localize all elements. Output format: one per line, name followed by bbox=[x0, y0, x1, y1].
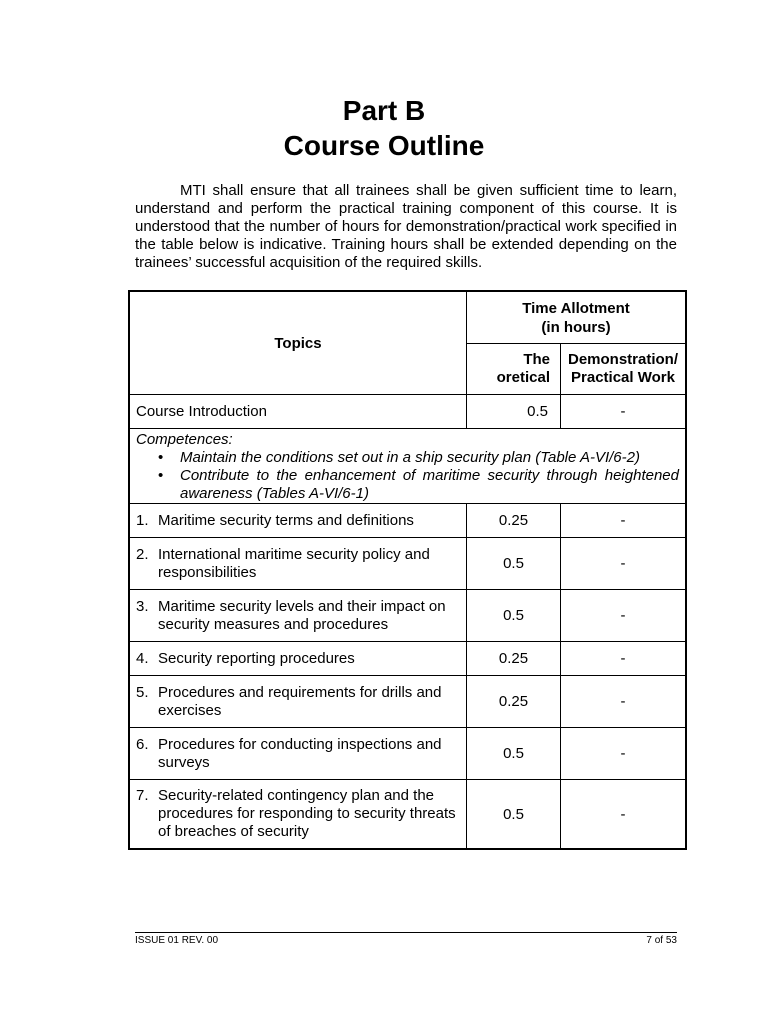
topic-cell: Procedures for conducting inspections and surveys bbox=[158, 735, 442, 771]
theoretical-cell: 0.25 bbox=[467, 676, 561, 728]
practical-cell: - bbox=[561, 538, 686, 590]
topic-cell: International maritime security policy and responsibilities bbox=[158, 545, 430, 581]
practical-cell: - bbox=[561, 676, 686, 728]
intro-paragraph: MTI shall ensure that all trainees shall be given sufficient time to learn, understand and perform the practical training component of this course. It is understood that the number of hours for demonstration/practical work specified in the table below is indicative. Training hours shall be extended depending on the trainees’ successful acquisition of the required skills. bbox=[135, 182, 677, 271]
practical-cell: - bbox=[561, 780, 686, 849]
theoretical-cell: 0.5 bbox=[467, 395, 561, 429]
practical-cell: - bbox=[561, 728, 686, 780]
competence-item: • Maintain the conditions set out in a ship security plan (Table A-VI/6-2) bbox=[180, 449, 679, 467]
table-row bbox=[130, 590, 686, 642]
theoretical-cell: 0.25 bbox=[467, 504, 561, 538]
page-title-outline: Course Outline bbox=[283, 130, 485, 161]
topic-cell: Security reporting procedures bbox=[158, 649, 355, 667]
topics-header: Topics bbox=[130, 292, 467, 395]
row-number: 3. bbox=[136, 597, 149, 615]
topic-cell: Maritime security levels and their impact on security measures and procedures bbox=[158, 597, 446, 633]
topic-cell: Course Introduction bbox=[130, 395, 467, 429]
practical-cell: - bbox=[561, 395, 686, 429]
row-number: 5. bbox=[136, 683, 149, 701]
practical-cell: - bbox=[561, 642, 686, 676]
issue-revision: ISSUE 01 REV. 00 bbox=[135, 935, 219, 946]
theoretical-cell: 0.5 bbox=[467, 780, 561, 849]
theoretical-cell: 0.25 bbox=[467, 642, 561, 676]
row-number: 6. bbox=[136, 735, 149, 753]
row-number: 4. bbox=[136, 649, 149, 667]
row-number: 7. bbox=[136, 787, 149, 804]
theoretical-cell: 0.5 bbox=[467, 728, 561, 780]
table-row bbox=[130, 642, 686, 676]
page-footer bbox=[135, 932, 677, 946]
page-title-part: Part B bbox=[342, 95, 426, 126]
topic-cell: Maritime security terms and definitions bbox=[158, 511, 414, 529]
course-outline-table bbox=[128, 290, 687, 850]
table-row bbox=[130, 538, 686, 590]
time-allotment-header: Time Allotment (in hours) bbox=[467, 292, 686, 344]
practical-header: Demonstration/ Practical Work bbox=[561, 344, 686, 395]
table-row bbox=[130, 504, 686, 538]
page-number: 7 of 53 bbox=[646, 935, 677, 946]
row-number: 1. bbox=[136, 511, 149, 529]
topic-cell: Procedures and requirements for drills and exercises bbox=[158, 683, 442, 719]
competences-label: Competences: bbox=[136, 431, 233, 448]
topic-cell: Security-related contingency plan and the procedures for responding to security threats of breaches of security bbox=[158, 787, 456, 840]
table-row bbox=[130, 676, 686, 728]
competences-row bbox=[130, 429, 686, 504]
table-row bbox=[130, 395, 686, 429]
competence-item: • Contribute to the enhancement of maritime security through heightened awareness (Tables A-VI/6-1) bbox=[180, 467, 679, 503]
practical-cell: - bbox=[561, 504, 686, 538]
theoretical-cell: 0.5 bbox=[467, 590, 561, 642]
table-row bbox=[130, 780, 686, 849]
table-row bbox=[130, 728, 686, 780]
theoretical-cell: 0.5 bbox=[467, 538, 561, 590]
practical-cell: - bbox=[561, 590, 686, 642]
theoretical-header: The oretical bbox=[467, 344, 561, 395]
row-number: 2. bbox=[136, 545, 149, 563]
